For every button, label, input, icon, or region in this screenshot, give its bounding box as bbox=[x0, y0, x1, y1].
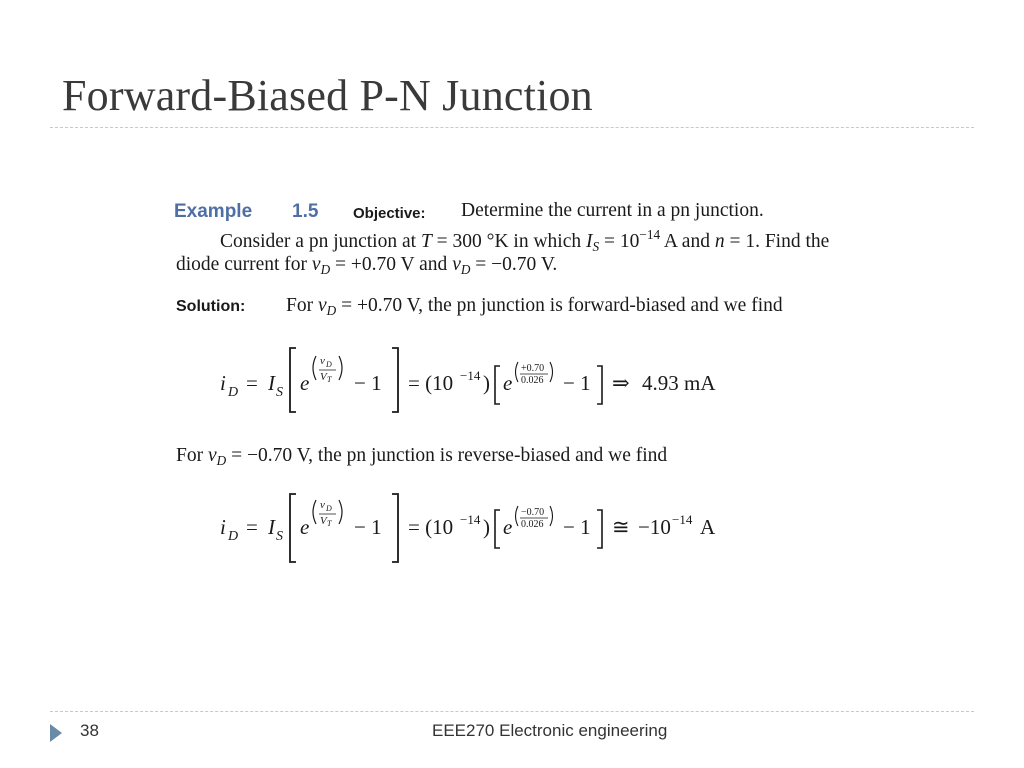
forward-intro-vd: +0.70 bbox=[356, 295, 403, 316]
svg-text:): ) bbox=[483, 515, 490, 539]
svg-text:): ) bbox=[483, 371, 490, 395]
svg-text:=: = bbox=[246, 515, 258, 539]
forward-exp-numerator: +0.70 bbox=[521, 363, 545, 374]
svg-text:I: I bbox=[268, 371, 275, 395]
footer-divider bbox=[50, 711, 974, 712]
reverse-result-unit: A bbox=[700, 515, 716, 539]
reverse-intro-text: For $v_D = -0.70$ V, the pn junction is reverse-biased and we find bbox=[176, 445, 668, 468]
svg-text:− 1: − 1 bbox=[354, 371, 382, 395]
svg-text:T: T bbox=[327, 375, 332, 384]
forward-result: 4.93 mA bbox=[642, 371, 716, 395]
problem-statement-line-2: diode current for $v_D = +0.70$ V and $v_D = -0.70$ V. bbox=[176, 254, 558, 277]
svg-text:−14: −14 bbox=[460, 512, 481, 527]
svg-text:= (10: = (10 bbox=[408, 371, 454, 395]
svg-text:−14: −14 bbox=[460, 368, 481, 383]
title-divider bbox=[50, 127, 974, 128]
svg-text:V: V bbox=[320, 371, 327, 383]
objective-label: Objective: bbox=[353, 205, 426, 222]
svg-text:v: v bbox=[320, 499, 325, 511]
slide-title: Forward-Biased P-N Junction bbox=[62, 71, 593, 120]
reverse-equation bbox=[220, 490, 780, 570]
forward-exp-denominator: 0.026 bbox=[521, 375, 544, 386]
reverse-intro-vd: −0.70 bbox=[246, 445, 293, 466]
page-number: 38 bbox=[80, 721, 99, 740]
svg-text:T: T bbox=[327, 519, 332, 528]
svg-text:D: D bbox=[326, 360, 332, 369]
svg-text:I: I bbox=[268, 515, 275, 539]
svg-text:v: v bbox=[320, 355, 325, 367]
vd-forward-value: +0.70 bbox=[350, 254, 397, 275]
svg-text:D: D bbox=[228, 529, 239, 544]
svg-text:= (10: = (10 bbox=[408, 515, 454, 539]
problem-statement-line-1: Consider a pn junction at T = 300 °K in which $I_S = 10^{-14}$ A and n = 1. Find the bbox=[220, 227, 830, 254]
reverse-exp-numerator: −0.70 bbox=[521, 507, 545, 518]
footer-course-name: EEE270 Electronic engineering bbox=[432, 721, 668, 740]
is-exponent: −14 bbox=[639, 227, 661, 242]
reverse-result: −10 bbox=[638, 515, 671, 539]
objective-text: Determine the current in a pn junction. bbox=[461, 200, 764, 221]
svg-text:⇒: ⇒ bbox=[612, 371, 630, 395]
reverse-result-exponent: −14 bbox=[672, 512, 693, 527]
reverse-exp-denominator: 0.026 bbox=[521, 519, 544, 530]
forward-intro-text: For $v_D = +0.70$ V, the pn junction is forward-biased and we find bbox=[286, 295, 783, 318]
example-number: 1.5 bbox=[292, 201, 319, 222]
solution-label: Solution: bbox=[176, 298, 246, 315]
temperature-value: 300 bbox=[452, 230, 482, 252]
example-label: Example bbox=[174, 201, 253, 222]
forward-equation-graphic bbox=[220, 340, 780, 420]
svg-text:i: i bbox=[220, 515, 226, 539]
svg-text:D: D bbox=[228, 385, 239, 400]
n-value: 1 bbox=[745, 230, 756, 252]
svg-text:− 1: − 1 bbox=[563, 371, 591, 395]
forward-equation bbox=[220, 340, 780, 420]
svg-text:e: e bbox=[503, 371, 513, 395]
svg-text:V: V bbox=[320, 515, 327, 527]
svg-text:e: e bbox=[300, 371, 310, 395]
svg-text:D: D bbox=[326, 504, 332, 513]
vd-reverse-value: −0.70 bbox=[491, 254, 537, 275]
svg-text:S: S bbox=[276, 529, 283, 544]
svg-text:=: = bbox=[246, 371, 258, 395]
svg-text:− 1: − 1 bbox=[563, 515, 591, 539]
svg-text:− 1: − 1 bbox=[354, 515, 382, 539]
svg-text:i: i bbox=[220, 371, 226, 395]
svg-text:S: S bbox=[276, 385, 283, 400]
svg-text:e: e bbox=[300, 515, 310, 539]
svg-text:e: e bbox=[503, 515, 513, 539]
reverse-equation-graphic bbox=[220, 490, 780, 570]
svg-text:≅: ≅ bbox=[612, 515, 630, 539]
triangle-arrow-icon bbox=[50, 724, 62, 742]
